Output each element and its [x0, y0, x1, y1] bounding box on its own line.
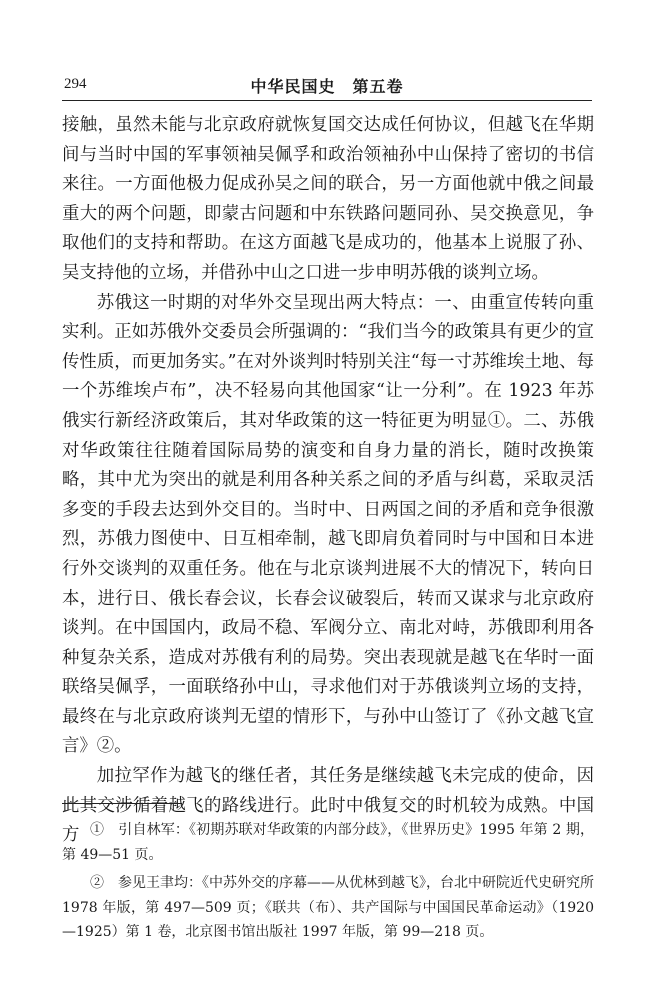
paragraph-1: 接触，虽然未能与北京政府就恢复国交达成任何协议，但越飞在华期间与当时中国的军事领袖吴佩孚和政治领袖孙中山保持了密切的书信来往。一方面他极力促成孙吴之间的联合，另一方面他就中俄之间最重大的两个问题，即蒙古问题和中东铁路问题同孙、吴交换意见，争取他们的支持和帮助。在这方面越飞是成功的，他基本上说服了孙、吴支持他的立场，并借孙中山之口进一步申明苏俄的谈判立场。: [62, 115, 594, 283]
running-title: 中华民国史 第五卷: [250, 77, 404, 96]
footnote-2: ② 参见王聿均：《中苏外交的序幕——从优林到越飞》，台北中研院近代史研究所 1978 年版，第 497—509 页；《联共（布）、共产国际与中国国民革命运动》（1920—1925）第 1 卷，北京图书馆出版社 1997 年版，第 99—218 页。: [62, 875, 594, 940]
paragraph-2: 苏俄这一时期的对华外交呈现出两大特点：一、由重宣传转向重实利。正如苏俄外交委员会所强调的：“我们当今的政策具有更少的宣传性质，而更加务实。”在对外谈判时特别关注“每一寸苏维埃土地、每一个苏维埃卢布”，决不轻易向其他国家“让一分利”。在 1923 年苏俄实行新经济政策后，其对华政策的这一特征更为明显①。二、苏俄对华政策往往随着国际局势的演变和自身力量的消长，随时改换策略，其中尤为突出的就是利用各种关系之间的矛盾与纠葛，采取灵活多变的手段去达到外交目的。当时中、日两国之间的矛盾和竞争很激烈，苏俄力图使中、日互相牵制，越飞即肩负着同时与中国和日本进行外交谈判的双重任务。他在与北京谈判进展不大的情况下，转向日本，进行日、俄长春会议，长春会议破裂后，转而又谋求与北京政府谈判。在中国国内，政局不稳、军阀分立、南北对峙，苏俄即利用各种复杂关系，造成对苏俄有利的局势。突出表现就是越飞在华时一面联络吴佩孚，一面联络孙中山，寻求他们对于苏俄谈判立场的支持，最终在与北京政府谈判无望的情形下，与孙中山签订了《孙文越飞宣言》②。: [62, 292, 594, 757]
body-text: [62, 111, 594, 851]
page-number: 294: [64, 76, 87, 92]
footnote-rule: [62, 803, 182, 804]
page-header: [62, 72, 592, 98]
paragraph-3: 加拉罕作为越飞的继任者，其任务是继续越飞未完成的使命，因此其交涉循着越飞的路线进行。此时中俄复交的时机较为成熟。中国方: [62, 766, 594, 846]
footnotes: [62, 818, 594, 949]
header-rule: [62, 100, 592, 101]
footnote-1: ① 引自林军：《初期苏联对华政策的内部分歧》，《世界历史》1995 年第 2 期，第 49—51 页。: [62, 822, 594, 863]
